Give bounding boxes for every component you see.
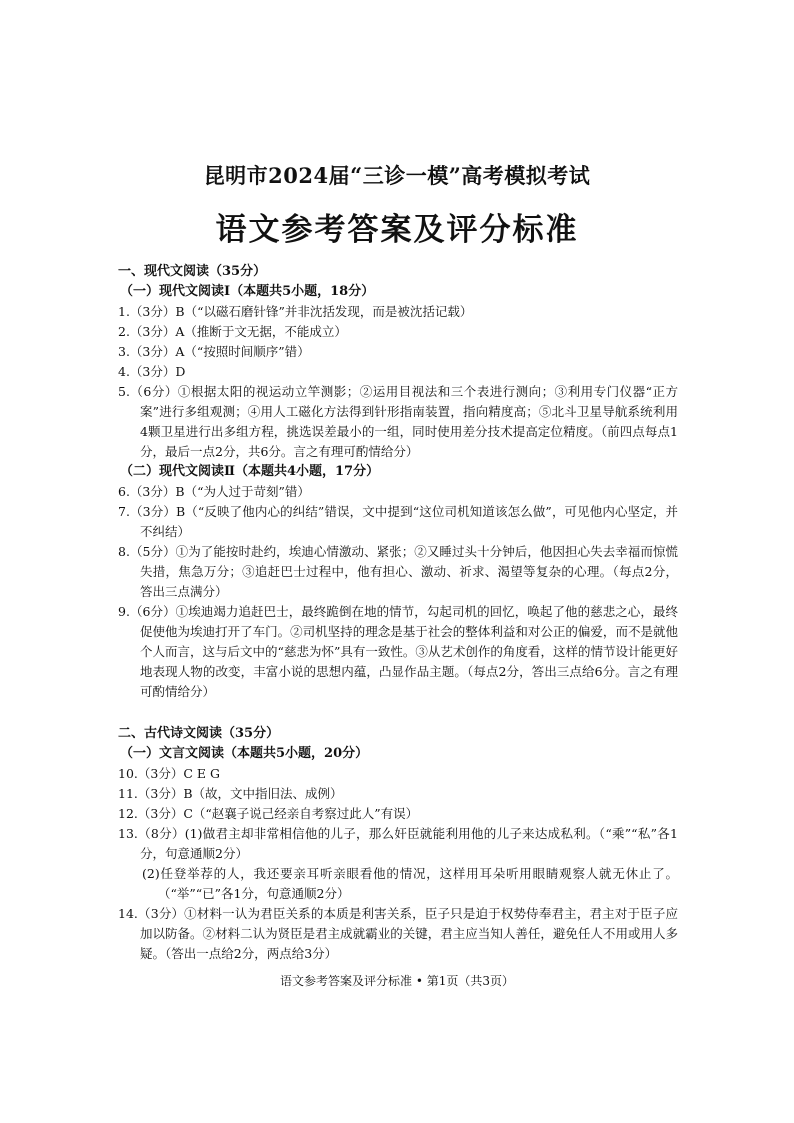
document-title: 语文参考答案及评分标准 <box>215 212 579 248</box>
section-spacer <box>118 702 678 724</box>
answer-item-5: 5.（6分）①根据太阳的视运动立竿测影；②运用目视法和三个表进行测向；③利用专门仪器“正方案”进行多组观测；④用人工磁化方法得到针形指南装置，指向精度高；⑤北斗卫星导航系统利用4颗卫星进行出多组方程，挑选误差最小的一组，同时使用差分技术提高定位精度。（前四点每点1分，最后一点2分，共6分。言之有理可酌情给分） <box>118 384 678 459</box>
page-footer: 语文参考答案及评分标准 • 第1页（共3页） <box>280 974 514 988</box>
answer-item-13-part2: (2)任登举荐的人，我还要亲耳听亲眼看他的情况，这样用耳朵听用眼睛观察人就无休止了。（“举”“已”各1分，句意通顺2分） <box>142 866 678 901</box>
answer-item-8: 8.（5分）①为了能按时赴约，埃迪心情激动、紧张；②又睡过头十分钟后，他因担心失去幸福而惊慌失措，焦急万分；③追赶巴士过程中，他有担心、激动、祈求、渴望等复杂的心理。（每点2分，答出三点满分） <box>118 544 678 599</box>
answer-item-11: 11.（3分）B（故，文中指旧法、成例） <box>118 786 343 801</box>
answer-item-13-part1: 13.（8分）(1)做君主却非常相信他的儿子，那么奸臣就能利用他的儿子来达成私利。（“乘”“私”各1分，句意通顺2分） <box>118 826 678 861</box>
subsection-heading-modern-reading-2: （二）现代文阅读Ⅱ（本题共4小题，17分） <box>120 464 380 479</box>
answer-item-12: 12.（3分）C（“赵襄子说己经亲自考察过此人”有误） <box>118 806 419 821</box>
answer-item-3: 3.（3分）A（“按照时间顺序”错） <box>118 344 310 359</box>
answer-content <box>118 262 678 964</box>
section-heading-modern-reading: 一、现代文阅读（35分） <box>118 264 267 279</box>
answer-item-1: 1.（3分）B（“以磁石磨针锋”并非沈括发现，而是被沈括记载） <box>118 304 473 319</box>
answer-item-6: 6.（3分）B（“为人过于苛刻”错） <box>118 484 310 499</box>
answer-item-4: 4.（3分）D <box>118 364 186 379</box>
answer-item-9: 9.（6分）①埃迪竭力追赶巴士，最终跪倒在地的情节，勾起司机的回忆，唤起了他的慈悲之心，最终促使他为埃迪打开了车门。②司机坚持的理念是基于社会的整体利益和对公正的偏爱，而不是就他个人而言，这与后文中的“慈悲为怀”具有一致性。③从艺术创作的角度看，这样的情节设计能更好地表现人物的改变，丰富小说的思想内蕴，凸显作品主题。（每点2分，答出三点给6分。言之有理可酌情给分） <box>118 604 678 699</box>
answer-item-10: 10.（3分）C E G <box>118 766 220 781</box>
section-heading-classical-reading: 二、古代诗文阅读（35分） <box>118 726 280 741</box>
answer-item-2: 2.（3分）A（推断于文无据，不能成立） <box>118 324 347 339</box>
answer-item-7: 7.（3分）B（“反映了他内心的纠结”错误，文中提到“这位司机知道该怎么做”，可见他内心坚定，并不纠结） <box>118 504 678 539</box>
exam-title: 昆明市2024届“三诊一模”高考模拟考试 <box>203 163 591 188</box>
subsection-heading-classical-prose: （一）文言文阅读（本题共5小题，20分） <box>120 746 369 761</box>
subsection-heading-modern-reading-1: （一）现代文阅读Ⅰ（本题共5小题，18分） <box>120 284 375 299</box>
answer-item-14: 14.（3分）①材料一认为君臣关系的本质是利害关系，臣子只是迫于权势侍奉君主，君主对于臣子应加以防备。②材料二认为贤臣是君主成就霸业的关键，君主应当知人善任，避免任人不用或用人多疑。（答出一点给2分，两点给3分） <box>118 906 678 961</box>
